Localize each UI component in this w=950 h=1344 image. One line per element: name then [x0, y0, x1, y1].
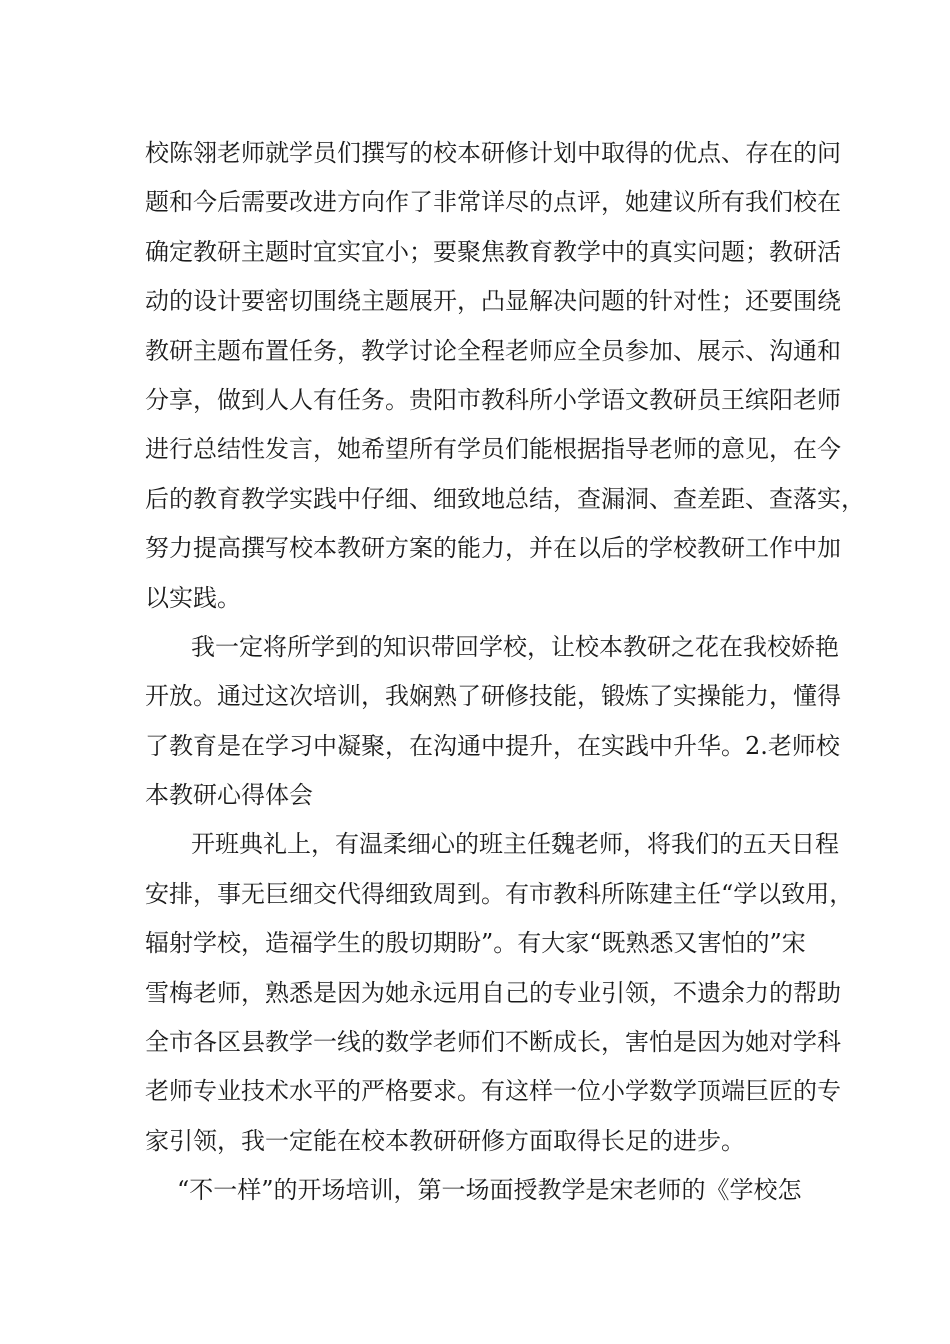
text-line: 开放。通过这次培训，我娴熟了研修技能，锻炼了实操能力，懂得: [145, 682, 841, 711]
text-line: 后的教育教学实践中仔细、细致地总结，查漏洞、查差距、查落实，: [145, 484, 865, 513]
text-line: 我一定将所学到的知识带回学校，让校本教研之花在我校娇艳: [191, 632, 839, 661]
text-line: 以实践。: [145, 583, 241, 612]
text-line: 题和今后需要改进方向作了非常详尽的点评，她建议所有我们校在: [145, 188, 841, 217]
document-body: [145, 129, 865, 1216]
text-line: 动的设计要密切围绕主题展开，凸显解决问题的针对性；还要围绕: [145, 287, 841, 316]
text-line: 老师专业技术水平的严格要求。有这样一位小学数学顶端巨匠的专: [145, 1077, 841, 1106]
text-line: 雪梅老师，熟悉是因为她永远用自己的专业引领，不遗余力的帮助: [145, 978, 841, 1007]
text-line: 开班典礼上，有温柔细心的班主任魏老师，将我们的五天日程: [191, 830, 839, 859]
text-line: 了教育是在学习中凝聚，在沟通中提升，在实践中升华。2.老师校: [145, 731, 840, 760]
text-line: “不一样”的开场培训，第一场面授教学是宋老师的《学校怎: [177, 1176, 802, 1205]
text-line: 全市各区县教学一线的数学老师们不断成长，害怕是因为她对学科: [145, 1028, 841, 1057]
text-line: 安排，事无巨细交代得细致周到。有市教科所陈建主任“学以致用，: [145, 879, 854, 908]
text-line: 确定教研主题时宜实宜小；要聚焦教育教学中的真实问题；教研活: [145, 237, 841, 266]
text-line: 本教研心得体会: [145, 781, 313, 810]
text-line: 校陈翎老师就学员们撰写的校本研修计划中取得的优点、存在的问: [145, 139, 841, 167]
text-line: 分享，做到人人有任务。贵阳市教科所小学语文教研员王缤阳老师: [145, 385, 841, 414]
text-line: 家引领，我一定能在校本教研研修方面取得长足的进步。: [145, 1126, 745, 1155]
text-line: 进行总结性发言，她希望所有学员们能根据指导老师的意见，在今: [145, 435, 841, 464]
text-line: 努力提高撰写校本教研方案的能力，并在以后的学校教研工作中加: [145, 534, 841, 563]
text-line: 教研主题布置任务，教学讨论全程老师应全员参加、展示、沟通和: [145, 336, 841, 365]
text-line: 辐射学校，造福学生的殷切期盼”。有大家“既熟悉又害怕的”宋: [145, 929, 806, 958]
